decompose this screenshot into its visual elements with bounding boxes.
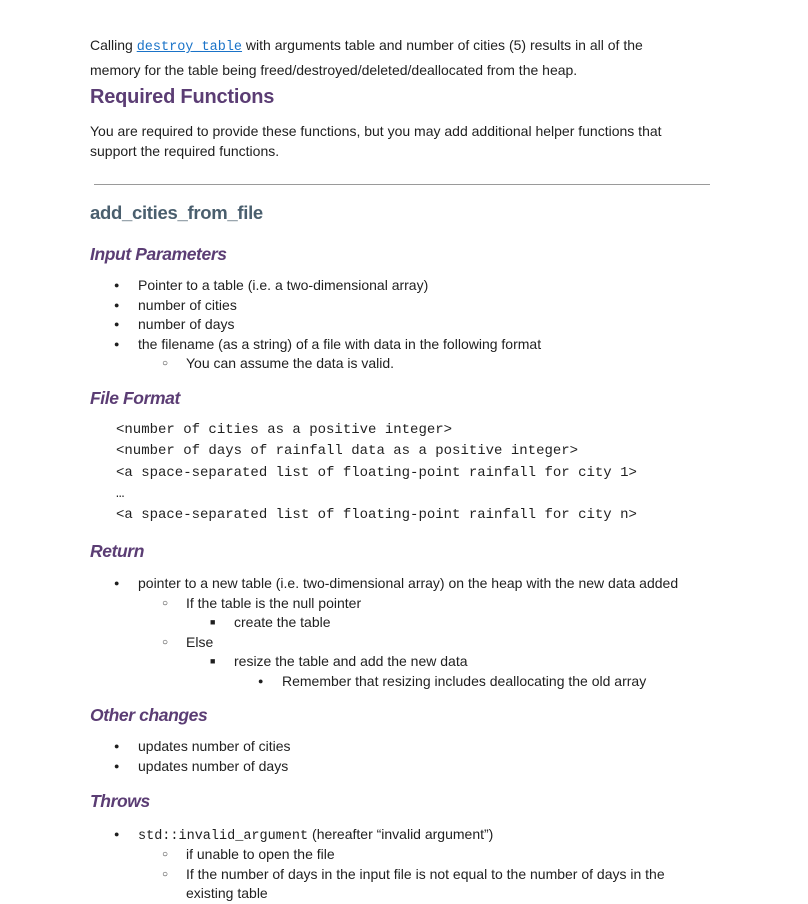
- list-item: ● updates number of cities: [90, 737, 291, 757]
- list-item: ■ create the table: [90, 613, 678, 633]
- return-heading: Return: [90, 541, 144, 561]
- code-line: …: [116, 485, 125, 502]
- code-line: <a space-separated list of floating-point rainfall for city n>: [116, 507, 637, 524]
- list-item: ○ If the table is the null pointer: [90, 594, 678, 614]
- horizontal-divider: [94, 184, 710, 185]
- list-item: ○ If the number of days in the input file is not equal to the number of days in the: [90, 865, 665, 885]
- input-parameters-list: [90, 276, 541, 374]
- intro-rest-line1: with arguments table and number of cities (5) results in all of the: [242, 37, 643, 53]
- return-list: [90, 574, 678, 691]
- list-item: ■ resize the table and add the new data: [90, 652, 678, 672]
- other-changes-list: [90, 737, 291, 776]
- list-item-continuation: existing table: [186, 885, 268, 901]
- list-item: ○ You can assume the data is valid.: [90, 354, 541, 374]
- code-line: <a space-separated list of floating-point rainfall for city 1>: [116, 464, 637, 481]
- list-item: ● the filename (as a string) of a file with data in the following format: [90, 335, 541, 355]
- list-item: ● pointer to a new table (i.e. two-dimensional array) on the heap with the new data added: [90, 574, 678, 594]
- list-item: ● number of days: [90, 315, 541, 335]
- list-item: ● Pointer to a table (i.e. a two-dimensional array): [90, 276, 541, 296]
- file-format-heading: File Format: [90, 388, 180, 408]
- destroy-table-link[interactable]: destroy_table: [136, 40, 243, 55]
- exception-description: (hereafter “invalid argument”): [308, 826, 494, 842]
- other-changes-heading: Other changes: [90, 705, 208, 725]
- list-item: ● Remember that resizing includes deallocating the old array: [90, 672, 678, 692]
- exception-type: std::invalid_argument: [138, 829, 309, 844]
- list-item: [90, 823, 665, 845]
- list-item: ○ Else: [90, 633, 678, 653]
- list-item: ● updates number of days: [90, 757, 291, 777]
- list-item: ○ if unable to open the file: [90, 845, 665, 865]
- list-item: ● number of cities: [90, 296, 541, 316]
- file-format-code-block: [116, 420, 637, 526]
- throws-heading: Throws: [90, 791, 150, 811]
- code-line: <number of days of rainfall data as a positive integer>: [116, 443, 579, 460]
- intro-paragraph: [90, 34, 710, 81]
- function-name-heading: add_cities_from_file: [90, 202, 263, 223]
- intro-rest-line2: memory for the table being freed/destroyed/deleted/deallocated from the heap.: [90, 62, 578, 78]
- throws-list: [90, 823, 665, 904]
- intro-calling: Calling: [90, 37, 133, 53]
- required-functions-heading: Required Functions: [90, 86, 275, 108]
- required-functions-text: You are required to provide these functions, but you may add additional helper functions that support the required functions.: [90, 123, 662, 159]
- input-parameters-heading: Input Parameters: [90, 244, 227, 264]
- code-line: <number of cities as a positive integer>: [116, 422, 453, 438]
